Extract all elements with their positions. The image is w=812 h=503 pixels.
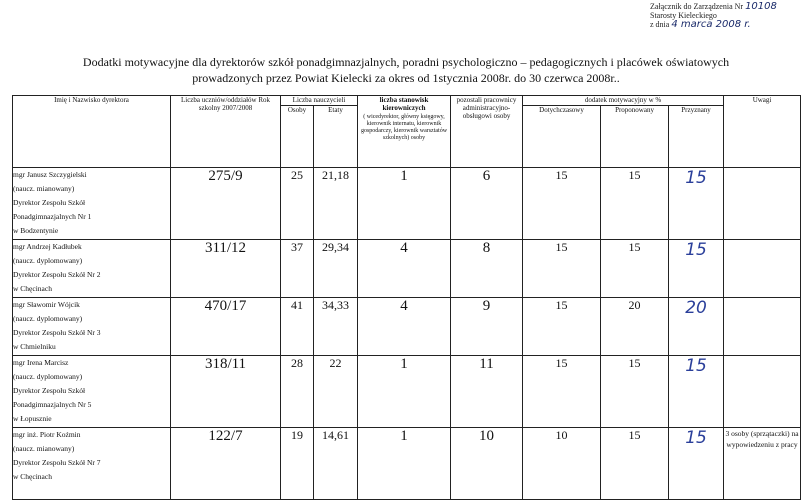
notes-cell: [724, 356, 801, 428]
managers-cell: 1: [358, 428, 451, 500]
notes-cell: 3 osoby (sprzątaczki) na wypowiedzeniu z pracy: [724, 428, 801, 500]
managers-cell: 1: [358, 168, 451, 240]
table-row: [13, 298, 801, 356]
director-line: Dyrektor Zespołu Szkół Nr 2: [13, 270, 101, 279]
bonus-current-cell: 15: [523, 298, 601, 356]
annex-date-prefix: z dnia: [650, 20, 670, 29]
header-others: pozostali pracownicy administracyjno-obsługowi osoby: [451, 96, 523, 168]
notes-cell: [724, 168, 801, 240]
header-managers: [358, 96, 451, 168]
students-cell: 470/17: [171, 298, 281, 356]
bonus-proposed-cell: 15: [601, 356, 669, 428]
director-line: Dyrektor Zespołu Szkół Nr 3: [13, 328, 101, 337]
director-line: (naucz. mianowany): [13, 444, 75, 453]
annex-note: [650, 2, 777, 29]
director-line: mgr Sławomir Wójcik: [13, 300, 80, 309]
table-row: [13, 428, 801, 500]
students-cell: 318/11: [171, 356, 281, 428]
teacher-persons-cell: 19: [281, 428, 314, 500]
director-line: (naucz. mianowany): [13, 184, 75, 193]
director-line: w Bodzentynie: [13, 226, 59, 235]
header-persons: Osoby: [281, 106, 314, 168]
bonus-proposed-cell: 15: [601, 240, 669, 298]
header-managers-sub: ( wicedyrektor, główny księgowy, kierownik internatu, kierownik gospodarczy, kierownik warsztatów szkolnych) osoby: [360, 114, 448, 141]
director-line: (naucz. dyplomowany): [13, 372, 83, 381]
annex-line2: Starosty Kieleckiego: [650, 11, 717, 20]
bonus-granted-handwritten: 15: [669, 168, 724, 240]
director-line: w Chęcinach: [13, 472, 52, 481]
director-line: Dyrektor Zespołu Szkół: [13, 198, 86, 207]
bonus-current-cell: 10: [523, 428, 601, 500]
director-line: (naucz. dyplomowany): [13, 256, 83, 265]
director-name-cell: [13, 428, 171, 500]
header-current: Dotychczasowy: [523, 106, 601, 168]
bonus-current-cell: 15: [523, 240, 601, 298]
managers-cell: 4: [358, 298, 451, 356]
teacher-posts-cell: 21,18: [314, 168, 358, 240]
teacher-persons-cell: 37: [281, 240, 314, 298]
managers-cell: 1: [358, 356, 451, 428]
header-teachers: Liczba nauczycieli: [281, 96, 358, 106]
director-name-cell: [13, 240, 171, 298]
annex-date-handwritten: 4 marca 2008 r.: [671, 19, 751, 30]
teacher-posts-cell: 22: [314, 356, 358, 428]
bonus-granted-handwritten: 15: [669, 356, 724, 428]
header-managers-label: liczba stanowisk kierowniczych: [379, 96, 429, 112]
director-line: (naucz. dyplomowany): [13, 314, 83, 323]
director-line: mgr Andrzej Kadłubek: [13, 242, 82, 251]
others-cell: 6: [451, 168, 523, 240]
bonus-granted-handwritten: 15: [669, 240, 724, 298]
bonus-granted-handwritten: 15: [669, 428, 724, 500]
bonus-proposed-cell: 15: [601, 168, 669, 240]
header-granted: Przyznany: [669, 106, 724, 168]
table-row: [13, 356, 801, 428]
director-line: Ponadgimnazjalnych Nr 5: [13, 400, 92, 409]
bonus-proposed-cell: 15: [601, 428, 669, 500]
bonus-granted-handwritten: 20: [669, 298, 724, 356]
director-line: w Chmielniku: [13, 342, 56, 351]
annex-line1: Załącznik do Zarządzenia Nr: [650, 2, 744, 11]
director-line: w Chęcinach: [13, 284, 52, 293]
header-name: Imię i Nazwisko dyrektora: [13, 96, 171, 168]
bonus-table: [12, 95, 801, 500]
document-title-line1: Dodatki motywacyjne dla dyrektorów szkół ponadgimnazjalnych, poradni psychologiczno – pedagogicznych i placówek oświatowych: [82, 55, 730, 69]
order-number-handwritten: 10108: [745, 1, 777, 12]
teacher-persons-cell: 41: [281, 298, 314, 356]
header-students: Liczba uczniów/oddziałów Rok szkolny 2007/2008: [171, 96, 281, 168]
others-cell: 8: [451, 240, 523, 298]
header-notes: Uwagi: [724, 96, 801, 168]
notes-cell: [724, 240, 801, 298]
header-bonus: dodatek motywacyjny w %: [523, 96, 724, 106]
teacher-posts-cell: 14,61: [314, 428, 358, 500]
director-line: Dyrektor Zespołu Szkół Nr 7: [13, 458, 101, 467]
header-posts: Etaty: [314, 106, 358, 168]
director-line: mgr inż. Piotr Koźmin: [13, 430, 81, 439]
managers-cell: 4: [358, 240, 451, 298]
director-line: Ponadgimnazjalnych Nr 1: [13, 212, 92, 221]
students-cell: 122/7: [171, 428, 281, 500]
teacher-posts-cell: 34,33: [314, 298, 358, 356]
teacher-persons-cell: 28: [281, 356, 314, 428]
director-line: w Łopusznie: [13, 414, 52, 423]
director-line: mgr Janusz Szczygielski: [13, 170, 87, 179]
others-cell: 10: [451, 428, 523, 500]
table-row: [13, 240, 801, 298]
students-cell: 311/12: [171, 240, 281, 298]
table-row: [13, 168, 801, 240]
header-proposed: Proponowany: [601, 106, 669, 168]
others-cell: 11: [451, 356, 523, 428]
director-name-cell: [13, 356, 171, 428]
table-body: [13, 168, 801, 500]
notes-cell: [724, 298, 801, 356]
document-title-line2: prowadzonych przez Powiat Kielecki za okres od 1stycznia 2008r. do 30 czerwca 2008r..: [192, 71, 620, 85]
teacher-persons-cell: 25: [281, 168, 314, 240]
director-name-cell: [13, 298, 171, 356]
bonus-current-cell: 15: [523, 168, 601, 240]
teacher-posts-cell: 29,34: [314, 240, 358, 298]
bonus-proposed-cell: 20: [601, 298, 669, 356]
director-name-cell: [13, 168, 171, 240]
students-cell: 275/9: [171, 168, 281, 240]
director-line: Dyrektor Zespołu Szkół: [13, 386, 86, 395]
director-line: mgr Irena Marcisz: [13, 358, 69, 367]
others-cell: 9: [451, 298, 523, 356]
bonus-current-cell: 15: [523, 356, 601, 428]
